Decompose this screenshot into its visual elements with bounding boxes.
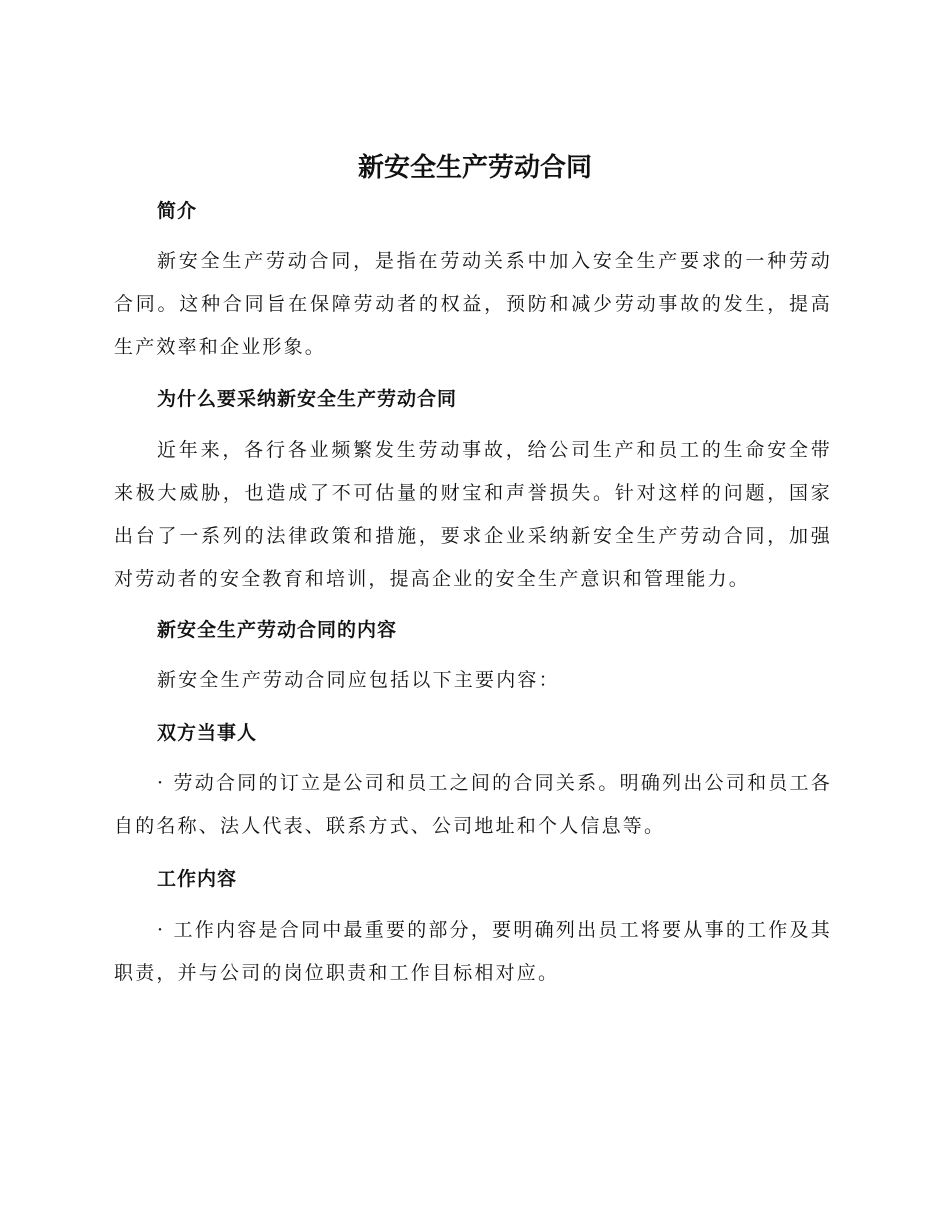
section-heading-why: 为什么要采纳新安全生产劳动合同 (157, 388, 458, 410)
section-paragraph-work: · 工作内容是合同中最重要的部分，要明确列出员工将要从事的工作及其职责，并与公司的岗位职责和工作目标相对应。 (114, 919, 832, 984)
section-heading-parties: 双方当事人 (157, 722, 258, 744)
section-heading-work: 工作内容 (157, 868, 238, 890)
section-paragraph-parties: · 劳动合同的订立是公司和员工之间的合同关系。明确列出公司和员工各自的名称、法人代表、联系方式、公司地址和个人信息等。 (114, 772, 832, 837)
section-heading-content: 新安全生产劳动合同的内容 (157, 619, 398, 641)
document-title: 新安全生产劳动合同 (357, 153, 592, 183)
section-paragraph-content: 新安全生产劳动合同应包括以下主要内容： (157, 669, 560, 691)
section-paragraph-why: 近年来，各行各业频繁发生劳动事故，给公司生产和员工的生命安全带来极大威胁，也造成了不可估量的财宝和声誉损失。针对这样的问题，国家出台了一系列的法律政策和措施，要求企业采纳新安全生产劳动合同，加强对劳动者的安全教育和培训，提高企业的安全生产意识和管理能力。 (114, 439, 832, 590)
section-heading-intro: 简介 (157, 200, 198, 222)
section-paragraph-intro: 新安全生产劳动合同，是指在劳动关系中加入安全生产要求的一种劳动合同。这种合同旨在保障劳动者的权益，预防和减少劳动事故的发生，提高生产效率和企业形象。 (114, 250, 832, 358)
